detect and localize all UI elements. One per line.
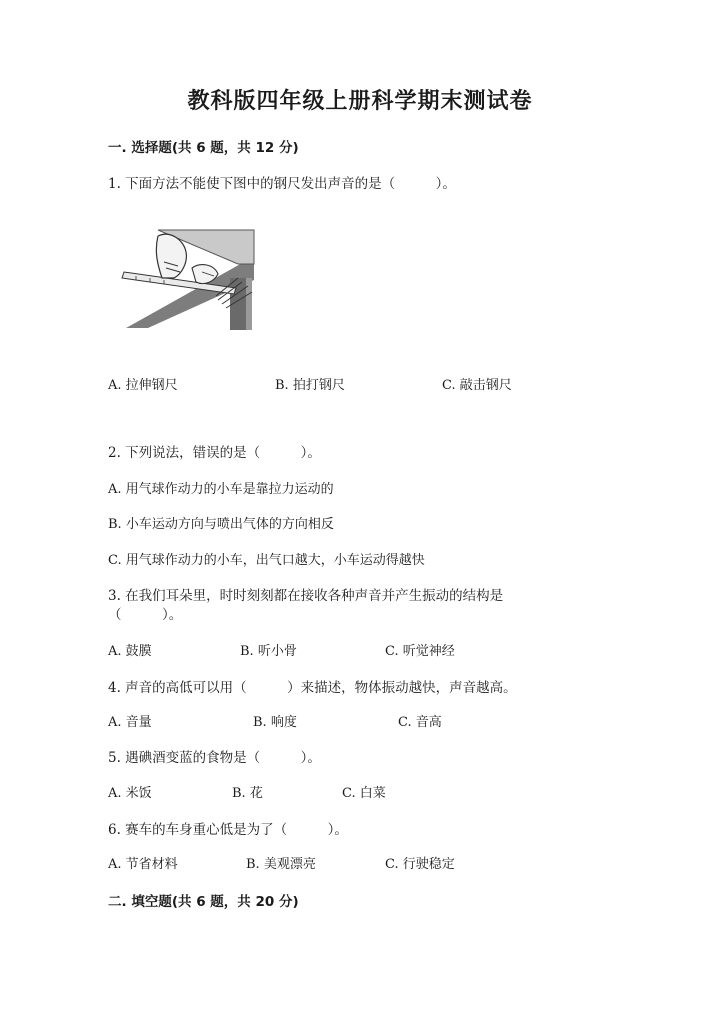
question-3-stem-continued: （ ）。 [108, 607, 183, 623]
question-3-option-c[interactable]: C. 听觉神经 [385, 644, 455, 659]
question-3-option-a[interactable]: A. 鼓膜 [108, 644, 152, 659]
question-6-option-a[interactable]: A. 节省材料 [108, 857, 178, 872]
question-3-option-b[interactable]: B. 听小骨 [240, 644, 297, 659]
question-4-option-b[interactable]: B. 响度 [253, 715, 297, 730]
question-2-option-c[interactable]: C. 用气球作动力的小车，出气口越大，小车运动得越快 [108, 553, 425, 568]
question-2-option-b[interactable]: B. 小车运动方向与喷出气体的方向相反 [108, 517, 334, 532]
question-1-option-b[interactable]: B. 拍打钢尺 [275, 378, 345, 393]
question-1-option-a[interactable]: A. 拉伸钢尺 [108, 378, 178, 393]
question-5-option-a[interactable]: A. 米饭 [108, 786, 152, 801]
section-heading-choice: 一. 选择题(共 6 题，共 12 分) [108, 140, 299, 156]
question-4-option-c[interactable]: C. 音高 [398, 715, 442, 730]
section-heading-fill-in: 二. 填空题(共 6 题，共 20 分) [108, 894, 299, 910]
page-title: 教科版四年级上册科学期末测试卷 [187, 89, 533, 114]
question-6-option-b[interactable]: B. 美观漂亮 [246, 857, 316, 872]
question-5-stem: 5. 遇碘酒变蓝的食物是（ ）。 [108, 750, 321, 766]
question-5-option-b[interactable]: B. 花 [232, 786, 263, 801]
question-6-stem: 6. 赛车的车身重心低是为了（ ）。 [108, 822, 348, 838]
question-2-stem: 2. 下列说法，错误的是（ ）。 [108, 445, 321, 461]
question-2-option-a[interactable]: A. 用气球作动力的小车是靠拉力运动的 [108, 482, 334, 497]
question-1-option-c[interactable]: C. 敲击钢尺 [442, 378, 512, 393]
question-1-stem: 1. 下面方法不能使下图中的钢尺发出声音的是（ ）。 [108, 176, 456, 192]
question-6-option-c[interactable]: C. 行驶稳定 [385, 857, 455, 872]
steel-ruler-figure [118, 222, 258, 332]
question-4-option-a[interactable]: A. 音量 [108, 715, 152, 730]
question-5-option-c[interactable]: C. 白菜 [342, 786, 386, 801]
question-3-stem: 3. 在我们耳朵里，时时刻刻都在接收各种声音并产生振动的结构是 [108, 588, 504, 604]
question-4-stem: 4. 声音的高低可以用（ ）来描述，物体振动越快，声音越高。 [108, 680, 517, 696]
